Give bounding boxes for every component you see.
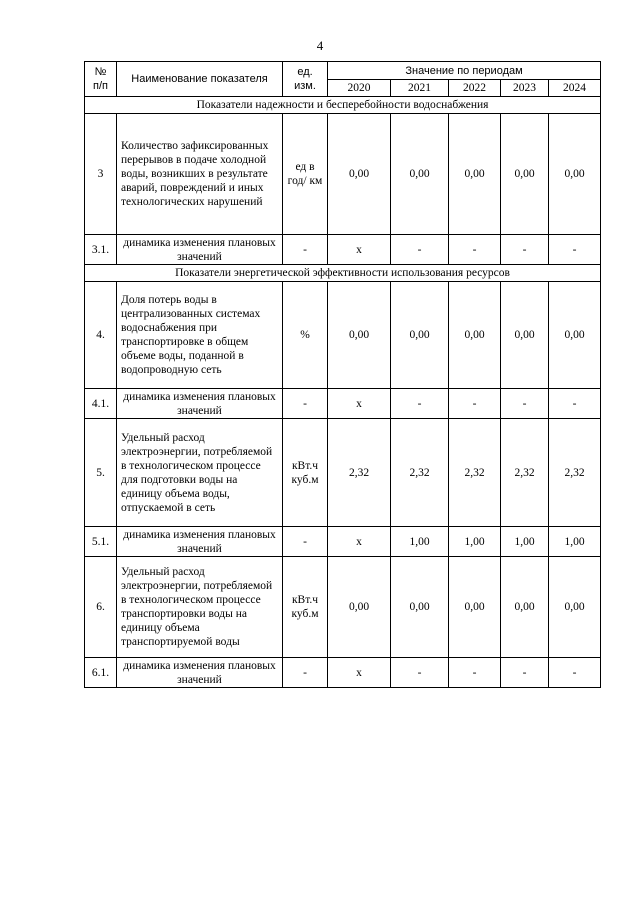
indicator-name: Удельный расход электроэнергии, потребляемой в технологическом процессе для подготовки воды на единицу объема воды, отпускаемой в сеть [117, 419, 283, 527]
period-value: 0,00 [449, 282, 501, 389]
period-value: 0,00 [328, 114, 391, 235]
section-title: Показатели надежности и бесперебойности водоснабжения [85, 97, 601, 114]
period-value: - [549, 235, 601, 265]
page-number: 4 [316, 38, 324, 53]
period-value: - [391, 389, 449, 419]
section-title: Показатели энергетической эффективности использования ресурсов [85, 265, 601, 282]
period-value: 0,00 [549, 282, 601, 389]
header-year: 2020 [328, 80, 391, 97]
indicator-name: Доля потерь воды в централизованных системах водоснабжения при транспортировке в общем объеме воды, поданной в водопроводную сеть [117, 282, 283, 389]
period-value: x [328, 658, 391, 688]
period-value: - [449, 235, 501, 265]
period-value: 0,00 [549, 114, 601, 235]
header-year: 2021 [391, 80, 449, 97]
row-number: 4. [85, 282, 117, 389]
indicator-row [85, 282, 601, 389]
period-value: - [449, 389, 501, 419]
period-value: 0,00 [501, 282, 549, 389]
period-value: 2,32 [501, 419, 549, 527]
unit: - [283, 389, 328, 419]
period-value: - [449, 658, 501, 688]
header-name: Наименование показателя [117, 62, 283, 97]
period-value: 0,00 [449, 557, 501, 658]
period-value: 1,00 [501, 527, 549, 557]
unit: ед в год/ км [283, 114, 328, 235]
header-num: № п/п [85, 62, 117, 97]
row-number: 3 [85, 114, 117, 235]
unit: - [283, 527, 328, 557]
period-value: - [549, 389, 601, 419]
period-value: x [328, 527, 391, 557]
indicator-row [85, 114, 601, 235]
period-value: 0,00 [328, 282, 391, 389]
unit: % [283, 282, 328, 389]
section-header-row [85, 97, 601, 114]
period-value: 2,32 [391, 419, 449, 527]
period-value: 2,32 [328, 419, 391, 527]
header-year: 2022 [449, 80, 501, 97]
section-header-row [85, 265, 601, 282]
header-unit: ед. изм. [283, 62, 328, 97]
period-value: 0,00 [501, 114, 549, 235]
unit: - [283, 235, 328, 265]
period-value: - [549, 658, 601, 688]
indicator-row [85, 389, 601, 419]
indicator-name: Количество зафиксированных перерывов в подаче холодной воды, возникших в результате аварий, повреждений и иных технологических нарушений [117, 114, 283, 235]
indicator-row [85, 419, 601, 527]
indicator-row [85, 527, 601, 557]
row-number: 3.1. [85, 235, 117, 265]
row-number: 4.1. [85, 389, 117, 419]
indicator-row [85, 557, 601, 658]
period-value: 1,00 [549, 527, 601, 557]
period-value: x [328, 235, 391, 265]
period-value: x [328, 389, 391, 419]
unit: кВт.ч куб.м [283, 557, 328, 658]
indicator-row [85, 235, 601, 265]
period-value: 1,00 [449, 527, 501, 557]
unit: - [283, 658, 328, 688]
period-value: 0,00 [501, 557, 549, 658]
period-value: - [391, 235, 449, 265]
period-value: 0,00 [328, 557, 391, 658]
period-value: 1,00 [391, 527, 449, 557]
header-year: 2023 [501, 80, 549, 97]
period-value: - [391, 658, 449, 688]
indicator-name: динамика изменения плановых значений [117, 235, 283, 265]
period-value: 2,32 [549, 419, 601, 527]
header-periods: Значение по периодам [328, 62, 601, 80]
period-value: - [501, 235, 549, 265]
unit: кВт.ч куб.м [283, 419, 328, 527]
header-year: 2024 [549, 80, 601, 97]
row-number: 6.1. [85, 658, 117, 688]
period-value: - [501, 389, 549, 419]
indicator-name: Удельный расход электроэнергии, потребляемой в технологическом процессе транспортировки воды на единицу объема транспортируемой воды [117, 557, 283, 658]
row-number: 6. [85, 557, 117, 658]
period-value: 2,32 [449, 419, 501, 527]
indicator-row [85, 658, 601, 688]
row-number: 5. [85, 419, 117, 527]
indicator-name: динамика изменения плановых значений [117, 389, 283, 419]
indicator-name: динамика изменения плановых значений [117, 658, 283, 688]
period-value: 0,00 [391, 557, 449, 658]
indicators-table [84, 61, 601, 688]
period-value: - [501, 658, 549, 688]
header-row [85, 62, 601, 80]
period-value: 0,00 [549, 557, 601, 658]
row-number: 5.1. [85, 527, 117, 557]
period-value: 0,00 [449, 114, 501, 235]
period-value: 0,00 [391, 114, 449, 235]
indicator-name: динамика изменения плановых значений [117, 527, 283, 557]
period-value: 0,00 [391, 282, 449, 389]
